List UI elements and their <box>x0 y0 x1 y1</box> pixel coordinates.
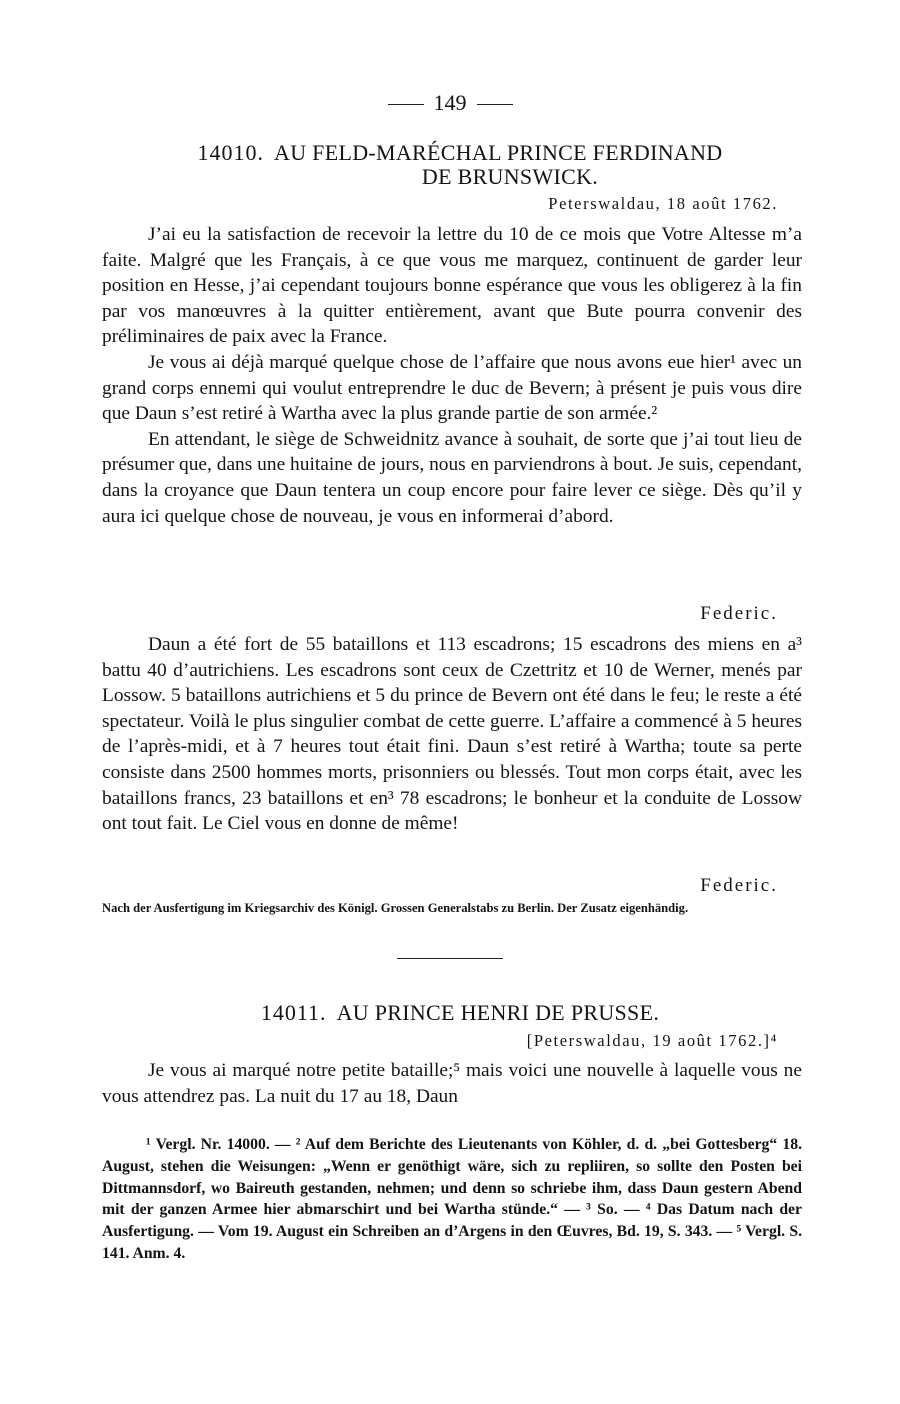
letter-1-postscript: Daun a été fort de 55 bataillons et 113 escadrons; 15 escadrons des miens en a³ battu 40 d’autrichiens. Les escadrons sont ceux de Czettritz et 10 de Werner, menés par Lossow. 5 bataillons autrichiens et 5 du prince de Bevern ont été dans le feu; le reste a été spectateur. Voilà le plus singulier combat de cette guerre. L’affaire a commencé à 5 heures de l’après-midi, et à 7 heures tout était fini. Daun s’est retiré à Wartha; toute sa perte consiste dans 2500 hommes morts, prisonniers ou blessés. Tout mon corps était, avec les bataillons francs, 23 bataillons et en³ 78 escadrons; le bonheur et la conduite de Lossow ont tout fait. Le Ciel vous en donne de même! <box>102 634 802 835</box>
footnotes-text: ¹ Vergl. Nr. 14000. — ² Auf dem Berichte des Lieutenants von Köhler, d. d. „bei Gottesberg“ 18. August, stehen die Weisungen: „Wenn er genöthigt wäre, sich zu repliiren, so sollte den Posten bei Dittmannsdorf, wo Baireuth gestanden, nehmen; und denn so schriebe ihm, dass Daun gestern Abend mit der ganzen Armee hier abmarschirt und bei Wartha stünde.“ — ³ So. — ⁴ Das Datum nach der Ausfertigung. — Vom 19. August ein Schreiben an d’Argens in den Œuvres, Bd. 19, S. 343. — ⁵ Vergl. S. 141. Anm. 4. <box>102 1136 802 1262</box>
letter-2-number: 14011. <box>260 1000 327 1025</box>
letter-2-dateline: [Peterswaldau, 19 août 1762.]⁴ <box>526 1031 778 1050</box>
letter-1-body <box>102 222 802 529</box>
letter-2-paragraph: Je vous ai marqué notre petite bataille;⁵ mais voici une nouvelle à laquelle vous ne vous attendrez pas. La nuit du 17 au 18, Daun <box>102 1060 802 1107</box>
letter-1-paragraph: J’ai eu la satisfaction de recevoir la lettre du 10 de ce mois que Votre Altesse m’a faite. Malgré que les Français, à ce que vous me marquez, continuent de garder leur position en Hesse, j’ai cependant toujours bonne espérance que vous les obligerez à la fin par vos manœuvres à la quitter entièrement, avant que Bute pourra convenir des préliminaires de paix avec la France. <box>102 224 802 348</box>
header-dash-left <box>388 104 424 105</box>
page-header <box>0 89 900 117</box>
letter-1-title-line-1: AU FELD-MARÉCHAL PRINCE FERDINAND <box>274 140 723 165</box>
footnotes <box>102 1134 802 1265</box>
letter-2-heading <box>120 1000 800 1026</box>
letter-1-dateline: Peterswaldau, 18 août 1762. <box>548 194 778 213</box>
letter-1-source-note: Nach der Ausfertigung im Kriegsarchiv des Königl. Grossen Generalstabs zu Berlin. Der Zusatz eigenhändig. <box>102 901 689 915</box>
letter-1-postscript-signature: Federic. <box>700 875 778 896</box>
header-dash-right <box>477 104 513 105</box>
letter-2-body <box>102 1058 802 1109</box>
section-divider <box>397 958 503 959</box>
letter-1-title-line-2: DE BRUNSWICK. <box>421 164 599 189</box>
letter-1-signature: Federic. <box>700 603 778 624</box>
letter-1-number: 14010. <box>197 140 264 165</box>
letter-1-heading <box>120 140 800 166</box>
letter-1-postscript-block <box>102 632 802 837</box>
letter-1-paragraph: Je vous ai déjà marqué quelque chose de l’affaire que nous avons eue hier¹ avec un grand corps ennemi qui voulut entreprendre le duc de Bevern; à présent je puis vous dire que Daun s’est retiré à Wartha avec la plus grande partie de son armée.² <box>102 351 802 425</box>
letter-1-heading-line-2 <box>170 164 850 190</box>
letter-2-title: AU PRINCE HENRI DE PRUSSE. <box>336 1000 660 1025</box>
page-number: 149 <box>433 90 467 115</box>
letter-1-paragraph: En attendant, le siège de Schweidnitz avance à souhait, de sorte que j’ai tout lieu de présumer que, dans une huitaine de jours, nous en parviendrons à bout. Je suis, cependant, dans la croyance que Daun tentera un coup encore pour faire lever ce siège. Dès qu’il y aura ici quelque chose de nouveau, je vous en informerai d’abord. <box>102 428 802 527</box>
